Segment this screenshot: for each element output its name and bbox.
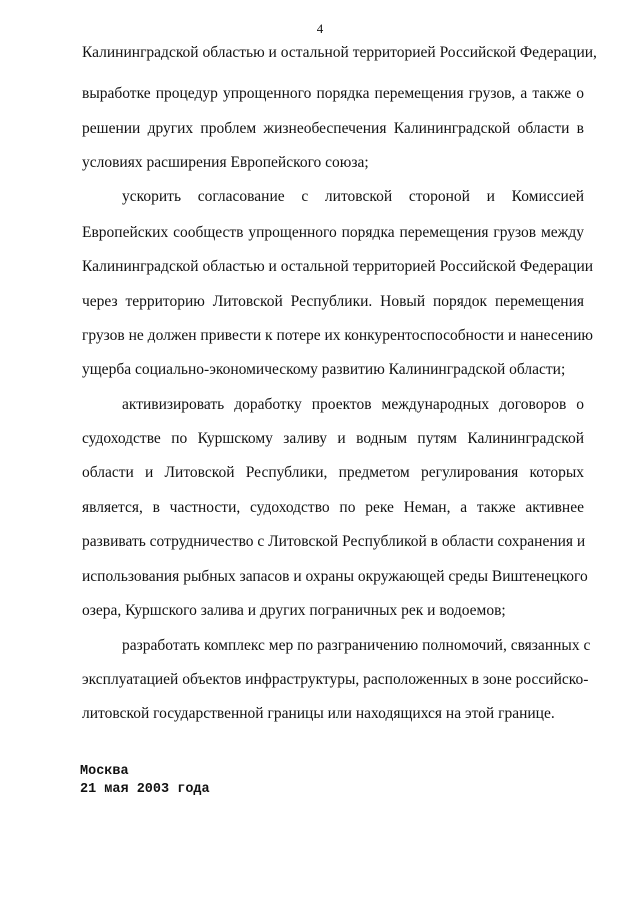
paragraph-line: ускорить согласование с литовской стороной и Комиссией <box>122 188 584 205</box>
paragraph-line: условиях расширения Европейского союза; <box>82 154 369 171</box>
page-number: 4 <box>316 21 324 36</box>
paragraph-line: ущерба социально-экономическому развитию Калининградской области; <box>82 361 566 378</box>
paragraph-line: использования рыбных запасов и охраны окружающей среды Виштенецкого <box>82 568 588 585</box>
paragraph-line: эксплуатацией объектов инфраструктуры, расположенных в зоне российско- <box>82 671 589 688</box>
paragraph-line: развивать сотрудничество с Литовской Республикой в области сохранения и <box>82 533 586 550</box>
signing-place: Москва <box>80 764 129 779</box>
paragraph-line: через территорию Литовской Республики. Новый порядок перемещения <box>82 293 584 310</box>
paragraph-line: является, в частности, судоходство по реке Неман, а также активнее <box>82 499 584 516</box>
paragraph-line: Калининградской областью и остальной территорией Российской Федерации <box>82 258 594 275</box>
paragraph-line: области и Литовской Республики, предметом регулирования которых <box>82 464 584 481</box>
paragraph-line: выработке процедур упрощенного порядка перемещения грузов, а также о <box>82 85 584 102</box>
paragraph-line: судоходстве по Куршскому заливу и водным путям Калининградской <box>82 430 584 447</box>
paragraph-line: литовской государственной границы или находящихся на этой границе. <box>82 705 555 722</box>
signing-date: 21 мая 2003 года <box>80 782 210 797</box>
paragraph-line: озера, Куршского залива и других пограничных рек и водоемов; <box>82 602 506 619</box>
paragraph-line: решении других проблем жизнеобеспечения Калининградской области в <box>82 120 584 137</box>
paragraph-line: разработать комплекс мер по разграничению полномочий, связанных с <box>122 637 591 654</box>
paragraph-line: Калининградской областью и остальной территорией Российской Федерации, <box>82 44 597 61</box>
paragraph-line: грузов не должен привести к потере их конкурентоспособности и нанесению <box>82 327 593 344</box>
paragraph-line: Европейских сообществ упрощенного порядка перемещения грузов между <box>82 224 584 241</box>
paragraph-line: активизировать доработку проектов международных договоров о <box>122 396 584 413</box>
